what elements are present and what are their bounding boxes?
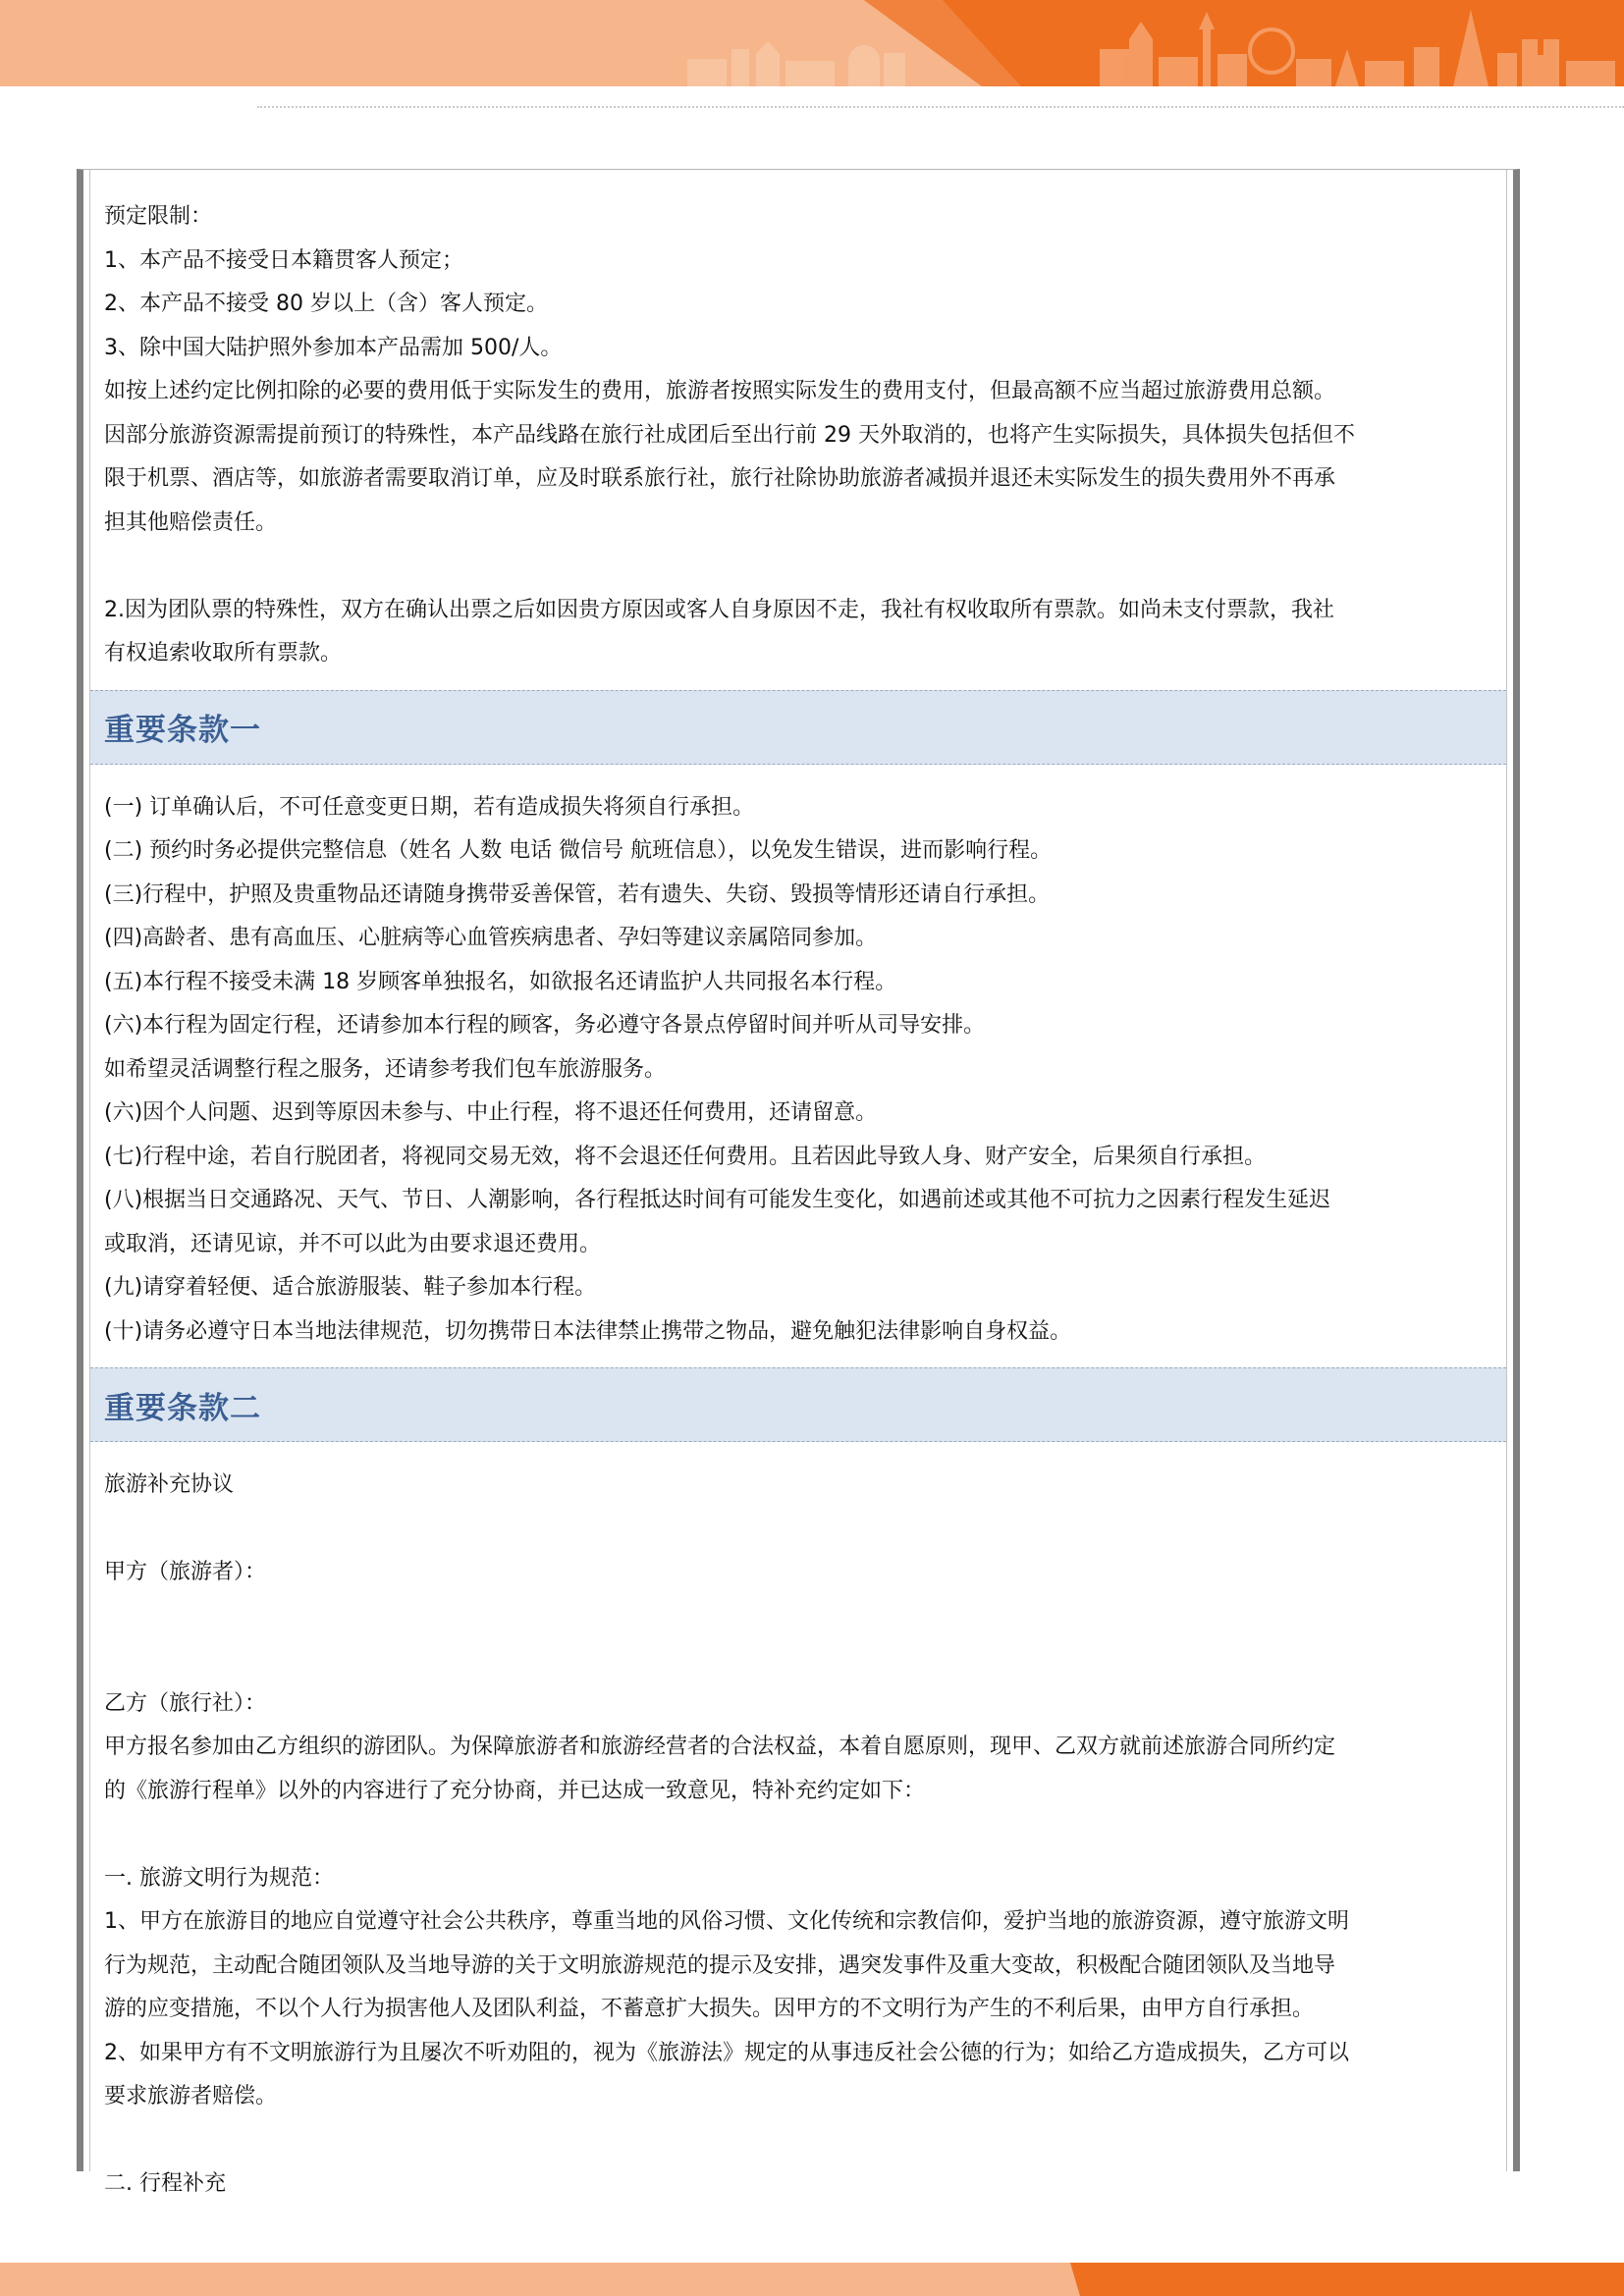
- booking-restrictions-block: [90, 170, 1506, 676]
- blank-line: [104, 545, 1492, 589]
- term-line: (二) 预约时务必提供完整信息（姓名 人数 电话 微信号 航班信息），以免发生错误，进而影响行程。: [104, 838, 1053, 863]
- term-line: (七)行程中途，若自行脱团者，将视同交易无效，将不会退还任何费用。且若因此导致人身、财产安全，后果须自行承担。: [104, 1144, 1267, 1169]
- restriction-line: 有权追索收取所有票款。: [104, 641, 343, 666]
- section-header-important-terms-2: [90, 1367, 1506, 1442]
- blank-line: [104, 1638, 1492, 1682]
- footer-stripe: [0, 2263, 1624, 2296]
- restriction-line: 如按上述约定比例扣除的必要的费用低于实际发生的费用，旅游者按照实际发生的费用支付，但最高额不应当超过旅游费用总额。: [104, 379, 1336, 403]
- term-line: (十)请务必遵守日本当地法律规范，切勿携带日本法律禁止携带之物品，避免触犯法律影响自身权益。: [104, 1318, 1072, 1344]
- agreement-line: 甲方报名参加由乙方组织的游团队。为保障旅游者和旅游经营者的合法权益，本着自愿原则，现甲、乙双方就前述旅游合同所约定: [104, 1735, 1336, 1759]
- restriction-line: 1、本产品不接受日本籍贯客人预定；: [104, 247, 463, 273]
- section-header-important-terms-1: [90, 690, 1506, 765]
- footer-bar: [0, 2263, 1624, 2296]
- agreement-line: 的《旅游行程单》以外的内容进行了充分协商，并已达成一致意见，特补充约定如下：: [104, 1778, 926, 1803]
- agreement-line: 要求旅游者赔偿。: [104, 2084, 278, 2109]
- content-frame: [77, 169, 1520, 2196]
- term-line: (一) 订单确认后，不可任意变更日期，若有造成损失将须自行承担。: [104, 794, 755, 820]
- agreement-line: 二. 行程补充: [104, 2171, 226, 2196]
- agreement-line: 2、如果甲方有不文明旅游行为且屡次不听劝阻的，视为《旅游法》规定的从事违反社会公德的行为；如给乙方造成损失，乙方可以: [104, 2040, 1350, 2065]
- restriction-line: 担其他赔偿责任。: [104, 509, 278, 535]
- blank-line: [104, 1508, 1492, 1552]
- agreement-line: 甲方（旅游者）：: [104, 1560, 267, 1584]
- section-title: 重要条款二: [104, 1390, 261, 1426]
- restriction-line: 因部分旅游资源需提前预订的特殊性，本产品线路在旅行社成团后至出行前 29 天外取消的，也将产生实际损失，具体损失包括但不: [104, 422, 1355, 448]
- important-terms-2-block: [90, 1442, 1506, 2207]
- term-line: (三)行程中，护照及贵重物品还请随身携带妥善保管，若有遗失、失窃、毁损等情形还请自行承担。: [104, 881, 1051, 907]
- restriction-line: 限于机票、酒店等，如旅游者需要取消订单，应及时联系旅行社，旅行社除协助旅游者减损并退还未实际发生的损失费用外不再承: [104, 466, 1336, 491]
- restriction-line: 3、除中国大陆护照外参加本产品需加 500/人。: [104, 335, 563, 360]
- header-divider: [257, 106, 1624, 108]
- agreement-line: 乙方（旅行社）：: [104, 1690, 267, 1716]
- restriction-line: 2.因为团队票的特殊性，双方在确认出票之后如因贵方原因或客人自身原因不走，我社有权收取所有票款。如尚未支付票款，我社: [104, 597, 1334, 622]
- agreement-line: 1、甲方在旅游目的地应自觉遵守社会公共秩序，尊重当地的风俗习惯、文化传统和宗教信仰，爱护当地的旅游资源，遵守旅游文明: [104, 1909, 1350, 1934]
- term-line: 或取消，还请见谅，并不可以此为由要求退还费用。: [104, 1231, 602, 1256]
- content-frame-inner: [89, 170, 1507, 2196]
- term-line: 如希望灵活调整行程之服务，还请参考我们包车旅游服务。: [104, 1056, 667, 1082]
- term-line: (八)根据当日交通路况、天气、节日、人潮影响，各行程抵达时间有可能发生变化，如遇前述或其他不可抗力之因素行程发生延迟: [104, 1188, 1331, 1212]
- restriction-line: 预定限制：: [104, 204, 213, 229]
- term-line: (六)本行程为固定行程，还请参加本行程的顾客，务必遵守各景点停留时间并听从司导安排。: [104, 1013, 986, 1038]
- term-line: (四)高龄者、患有高血压、心脏病等心血管疾病患者、孕妇等建议亲属陪同参加。: [104, 926, 878, 950]
- header-banner: [0, 0, 1624, 86]
- agreement-line: 游的应变措施，不以个人行为损害他人及团队利益，不蓄意扩大损失。因甲方的不文明行为产生的不利后果，由甲方自行承担。: [104, 1997, 1315, 2021]
- header-skyline-illustration: [0, 0, 1624, 86]
- term-line: (五)本行程不接受未满 18 岁顾客单独报名，如欲报名还请监护人共同报名本行程。: [104, 969, 897, 994]
- restriction-line: 2、本产品不接受 80 岁以上（含）客人预定。: [104, 292, 548, 316]
- blank-line: [104, 1813, 1492, 1857]
- blank-line: [104, 1595, 1492, 1639]
- section-title: 重要条款一: [104, 713, 261, 748]
- blank-line: [104, 2119, 1492, 2163]
- important-terms-1-block: [90, 765, 1506, 1355]
- agreement-line: 旅游补充协议: [104, 1472, 235, 1497]
- term-line: (九)请穿着轻便、适合旅游服装、鞋子参加本行程。: [104, 1275, 597, 1300]
- agreement-line: 行为规范，主动配合随团领队及当地导游的关于文明旅游规范的提示及安排，遇突发事件及重大变故，积极配合随团领队及当地导: [104, 1952, 1336, 1978]
- term-line: (六)因个人问题、迟到等原因未参与、中止行程，将不退还任何费用，还请留意。: [104, 1100, 878, 1125]
- agreement-line: 一. 旅游文明行为规范：: [104, 1865, 334, 1891]
